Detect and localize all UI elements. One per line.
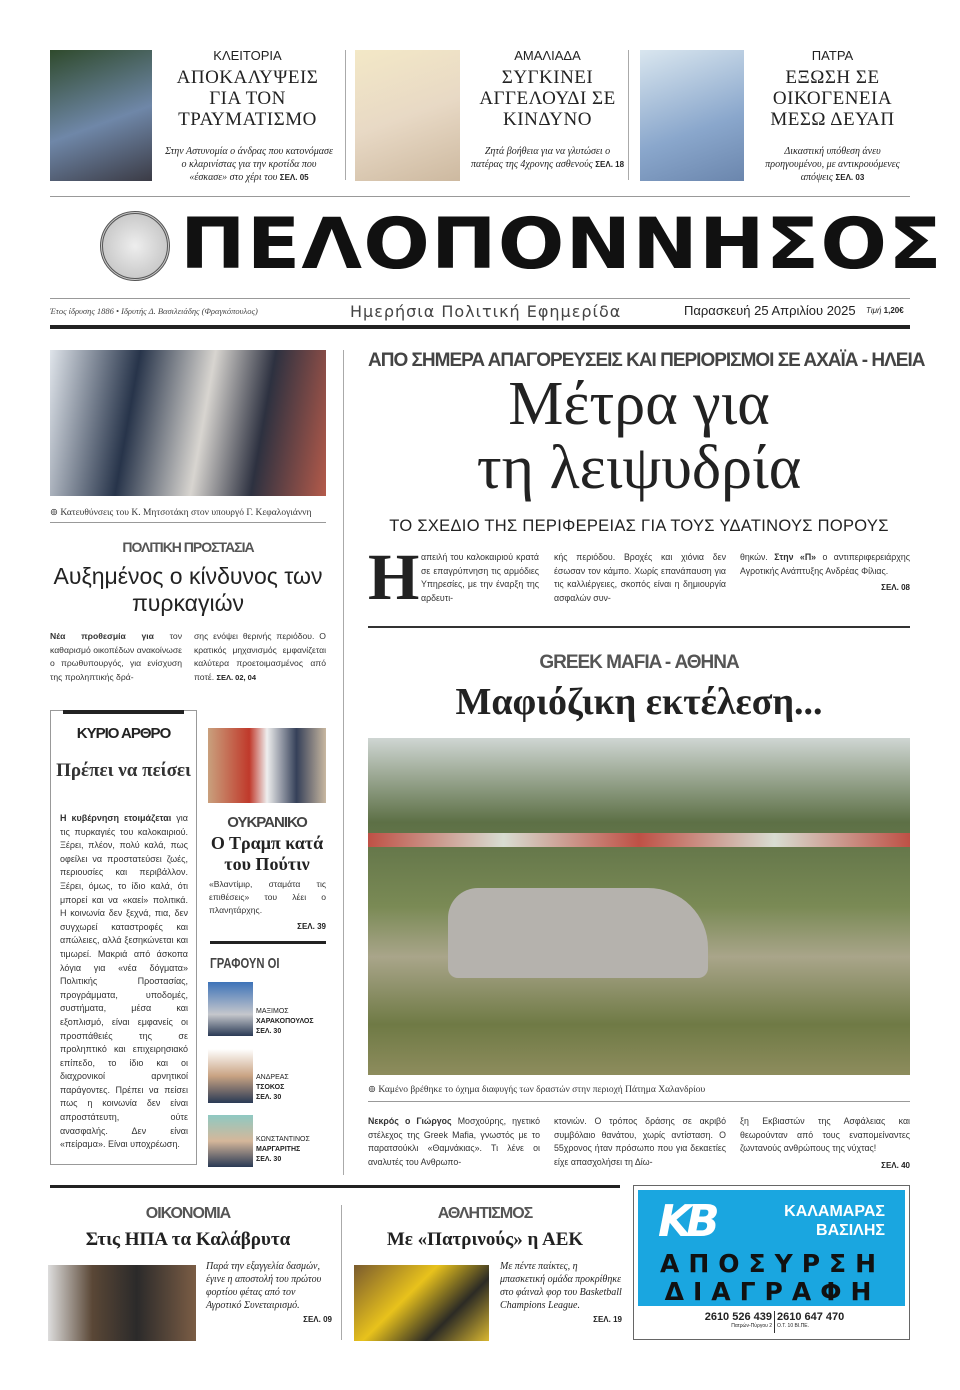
- section-kicker: ΠΟΛΙΤΙΚΗ ΠΡΟΣΤΑΣΙΑ: [122, 539, 254, 555]
- ad-address: Ο.Τ. 10 ΒΙ.ΠΕ.: [777, 1323, 809, 1329]
- masthead-title: ΠΕΛΟΠΟΝΝΗΣΟΣ: [180, 203, 943, 285]
- writer-last-name: ΜΑΡΓΑΡΙΤΗΣ: [256, 1146, 301, 1153]
- divider: [368, 1101, 910, 1102]
- page-ref: ΣΕΛ. 30: [256, 1094, 282, 1101]
- camera-icon: ⊚: [50, 508, 58, 518]
- writer-photo: [208, 1049, 253, 1103]
- ad-phone: 2610 647 470: [777, 1311, 845, 1323]
- sports-photo: [354, 1265, 489, 1341]
- ad-name: ΚΑΛΑΜΑΡΑΣ: [784, 1203, 885, 1220]
- photo-caption: Καμένο βρέθηκε το όχημα διαφυγής των δραστών στην περιοχή Πάτημα Χαλανδρίου: [378, 1085, 706, 1095]
- writer-first-name: ΚΩΝΣΤΑΝΤΙΝΟΣ: [256, 1136, 310, 1143]
- advertisement[interactable]: [633, 1185, 910, 1340]
- story-headline[interactable]: Με «Πατρινούς» η ΑΕΚ: [386, 1229, 584, 1250]
- story-text: Ζητά βοήθεια για να γλυτώσει ο πατέρας της 4χρονης ασθενούς: [470, 146, 611, 170]
- story-text: κτονιών. Ο τρόπος δράσης σε ακριβό συμβόλαιο θανάτου, χωρίς αντίσταση. Ο 55χρονος ήταν πρόσωπο που για δεκαετίες είχε απασχολήσει τη Δίω-: [554, 1116, 726, 1167]
- story-headline[interactable]: Αυξημένος ο κίνδυνος των πυρκαγιών: [53, 563, 323, 616]
- page-ref: ΣΕΛ. 05: [279, 173, 309, 182]
- story-text: θηκών.: [740, 552, 768, 562]
- story-headline[interactable]: Στις ΗΠΑ τα Καλάβρυτα: [85, 1229, 291, 1250]
- lead-photo: [50, 350, 326, 496]
- divider: [210, 941, 326, 944]
- ad-text: ΑΠΟΣΥΡΣΗ: [659, 1249, 886, 1278]
- divider: [63, 710, 184, 714]
- section-kicker: ΑΘΛΗΤΙΣΜΟΣ: [437, 1205, 533, 1222]
- divider: [50, 522, 326, 523]
- story-headline: ΣΥΓΚΙΝΕΙ ΑΓΓΕΛΟΥΔΙ ΣΕ ΚΙΝΔΥΝΟ: [479, 67, 616, 130]
- economy-photo: [48, 1265, 196, 1341]
- ad-text: ΔΙΑΓΡΑΦΗ: [664, 1277, 881, 1306]
- story-text: ο αντιπεριφερειάρχης Αγροτικής Ανάπτυξης Ανδρέας Φίλιας.: [740, 552, 910, 576]
- story-text: απειλή του καλοκαιριού κρατά σε επαγρύπνηση τις αρμόδιες Υπηρεσίες, με την έναρξη της αρδευτι-: [421, 552, 539, 603]
- story-photo: [640, 50, 744, 181]
- story-text: Παρά την εξαγγελία δασμών, έγινε η αποστολή του πρώτου φορτίου φέτας από τον Αγροτικό Συνεταιρισμό.: [206, 1261, 322, 1311]
- story-headline[interactable]: Μαφιόζικη εκτέλεση...: [455, 681, 823, 723]
- page-ref: ΣΕΛ. 19: [593, 1315, 622, 1324]
- divider: [50, 298, 910, 299]
- drop-cap: Η: [368, 541, 420, 614]
- divider: [345, 50, 346, 180]
- section-kicker: ΟΥΚΡΑΝΙΚΟ: [227, 814, 307, 831]
- divider: [341, 1205, 342, 1340]
- founding-info: Έτος ίδρυσης 1886 • Ιδρυτής Δ. Βασιλειάδης (Φραγκόπουλος): [50, 306, 258, 316]
- story-text: Με πέντε παίκτες, η μπασκετική ομάδα προκρίθηκε στο φάιναλ φορ του Basketball Champions League.: [500, 1261, 622, 1311]
- story-text: Στην Αστυνομία ο άνδρας που κατονόμασε ο κλαρινίστας για την κροτίδα που «έσκασε» στο χέρι του: [165, 146, 333, 183]
- camera-icon: ⊚: [368, 1085, 376, 1095]
- divider: [368, 626, 910, 628]
- ad-address: Πατρών-Πύργου 2: [731, 1323, 772, 1329]
- writer-last-name: ΧΑΡΑΚΟΠΟΥΛΟΣ: [256, 1018, 314, 1025]
- story-kicker: ΚΛΕΙΤΟΡΙΑ: [213, 48, 282, 63]
- divider: [50, 196, 910, 197]
- main-subhead: ΤΟ ΣΧΕΔΙΟ ΤΗΣ ΠΕΡΙΦΕΡΕΙΑΣ ΓΙΑ ΤΟΥΣ ΥΔΑΤΙΝΟΥΣ ΠΟΡΟΥΣ: [389, 517, 889, 535]
- story-text: ξη Εκβιαστών της Ασφάλειας και θεωρούνταν από τους εναπομείναντες ζωντανούς ανθρώπους της νύχτας!: [740, 1116, 910, 1153]
- divider: [343, 350, 344, 1175]
- story-text: Δικαστική υπόθεση άνευ προηγουμένου, με αντικρουόμενες απόψεις: [765, 146, 900, 183]
- writer-photo: [208, 1115, 253, 1167]
- page-ref: ΣΕΛ. 18: [595, 160, 625, 169]
- story-photo: [355, 50, 460, 181]
- ad-name: ΒΑΣΙΛΗΣ: [816, 1222, 885, 1239]
- section-kicker: GREEK MAFIA - ΑΘΗΝΑ: [539, 652, 739, 673]
- car-shape: [448, 888, 708, 978]
- lead-bold: Νεκρός ο Γιώργος: [368, 1116, 452, 1126]
- page-ref: ΣΕΛ. 39: [297, 922, 326, 931]
- main-headline[interactable]: [368, 372, 910, 500]
- story-text: τον καθαρισμό οικοπέδων ανακοίνωσε ο πρωθυπουργός, για ενίσχυση της προληπτικής δρά-: [50, 631, 182, 682]
- writer-last-name: ΤΣΟΚΟΣ: [256, 1084, 285, 1091]
- police-tape: [368, 833, 910, 847]
- ad-phone: 2610 526 439: [704, 1311, 772, 1323]
- issue-date: Παρασκευή 25 Απριλίου 2025: [684, 303, 856, 318]
- page-ref: ΣΕΛ. 30: [256, 1156, 282, 1163]
- ukraine-photo: [208, 728, 326, 803]
- price-label: Τιμή: [866, 306, 882, 315]
- lead-bold: Νέα προθεσμία για: [50, 631, 154, 641]
- story-text: κής περιόδου. Βροχές και χιόνια δεν έσωσαν τον κάμπο. Χωρίς επανάπαυση για τις καλλιέργειες, σκοπός είναι η δημιουργία ασφαλών συν-: [554, 552, 726, 603]
- story-photo: [50, 50, 152, 181]
- page-ref: ΣΕΛ. 08: [881, 583, 910, 592]
- story-kicker: ΠΑΤΡΑ: [811, 48, 854, 63]
- story-text: Μοσχούρης, ηγετικό στέλεχος της Greek Mafia, γνωστός με το παρατσούκλι «Θαμνάκιας». Τι λένε οι αναλυτές του Ανθρωπο-: [368, 1116, 540, 1167]
- divider: [50, 1185, 620, 1188]
- writers-title: ΓΡΑΦΟΥΝ ΟΙ: [210, 955, 280, 972]
- main-kicker: ΑΠΟ ΣΗΜΕΡΑ ΑΠΑΓΟΡΕΥΣΕΙΣ ΚΑΙ ΠΕΡΙΟΡΙΣΜΟΙ ΣΕ ΑΧΑΪΑ - ΗΛΕΙΑ: [368, 350, 925, 371]
- section-kicker: ΚΥΡΙΟ ΑΡΘΡΟ: [76, 725, 171, 742]
- page-ref: ΣΕΛ. 40: [881, 1160, 910, 1170]
- lead-bold: Στην «Π»: [774, 552, 817, 562]
- masthead-subtitle: Ημερήσια Πολιτική Εφημερίδα: [350, 302, 622, 321]
- photo-caption: Κατευθύνσεις του Κ. Μητσοτάκη στον υπουργό Γ. Κεφαλογιάννη: [60, 508, 312, 518]
- story-headline: ΕΞΩΣΗ ΣΕ ΟΙΚΟΓΕΝΕΙΑ ΜΕΣΩ ΔΕΥΑΠ: [770, 67, 895, 130]
- story-text: σης ενόψει θερινής περιόδου. Ο κρατικός μηχανισμός εμφανίζεται καλύτερα προετοιμασμένος από ποτέ.: [194, 631, 326, 682]
- story-headline[interactable]: Ο Τραμπ κατά του Πούτιν: [210, 833, 324, 874]
- divider: [50, 325, 910, 329]
- page-ref: ΣΕΛ. 03: [835, 173, 865, 182]
- divider: [774, 1311, 775, 1333]
- page-ref: ΣΕΛ. 09: [303, 1315, 332, 1324]
- price: 1,20€: [883, 306, 904, 315]
- lead-bold: Η κυβέρνηση ετοιμάζεται: [60, 813, 172, 823]
- ad-banner: [638, 1190, 905, 1306]
- page-ref: ΣΕΛ. 02, 04: [216, 672, 257, 682]
- section-kicker: ΟΙΚΟΝΟΜΙΑ: [145, 1205, 231, 1222]
- story-headline: ΑΠΟΚΑΛΥΨΕΙΣ ΓΙΑ ΤΟΝ ΤΡΑΥΜΑΤΙΣΜΟ: [176, 67, 319, 130]
- editorial-text: για τις πυρκαγιές του καλοκαιριού. Ξέρει, πλέον, πολύ καλά, πως οφείλει να προστατεύσει ζωές, περιουσίες και περιβάλλον. Ξέρει, όμως, το ίδιο καλά, ότι μπορεί και να «καεί» πολιτικά. Η κοινωνία δεν ξεχνά, πια, δεν συγχωρεί καταστροφές και απώλειες, αλλά ξεσηκώνεται και τιμωρεί. Μακριά από άσκοπα λόγια για «νέα δόγματα» Πολιτικής Προστασίας, προγράμματα, υποδομές, συστήματα, μέσα και εξοπλισμό, είναι εμφανείς οι προσπάθειές της σε προληπτικό και επιχειρησιακό επίπεδο, το ίδιο και οι διαχρονικοί αρνητικοί παράγοντες. Πρέπει να πείσει πως η κοινωνία δεν είναι απροστάτευτη, ούτε ανασφαλής. Δεν είναι «πείραμα». Είναι υποχρέωση.: [60, 813, 188, 1150]
- headline-line: τη λειψυδρία: [476, 434, 802, 502]
- newspaper-seal-logo: [100, 211, 170, 281]
- burned-car-photo: [368, 738, 910, 1075]
- ad-logo: KB: [658, 1196, 714, 1247]
- divider: [628, 50, 629, 180]
- writer-first-name: ΜΑΞΙΜΟΣ: [256, 1008, 289, 1015]
- writer-photo: [208, 982, 253, 1036]
- story-text: «Βλαντίμιρ, σταμάτα τις επιθέσεις» του λέει ο πλανητάρχης.: [209, 879, 326, 915]
- writer-first-name: ΑΝΔΡΕΑΣ: [256, 1074, 289, 1081]
- editorial-headline: Πρέπει να πείσει: [56, 760, 191, 781]
- page-ref: ΣΕΛ. 30: [256, 1028, 282, 1035]
- headline-line: Μέτρα για: [508, 370, 770, 438]
- story-kicker: ΑΜΑΛΙΑΔΑ: [514, 48, 581, 63]
